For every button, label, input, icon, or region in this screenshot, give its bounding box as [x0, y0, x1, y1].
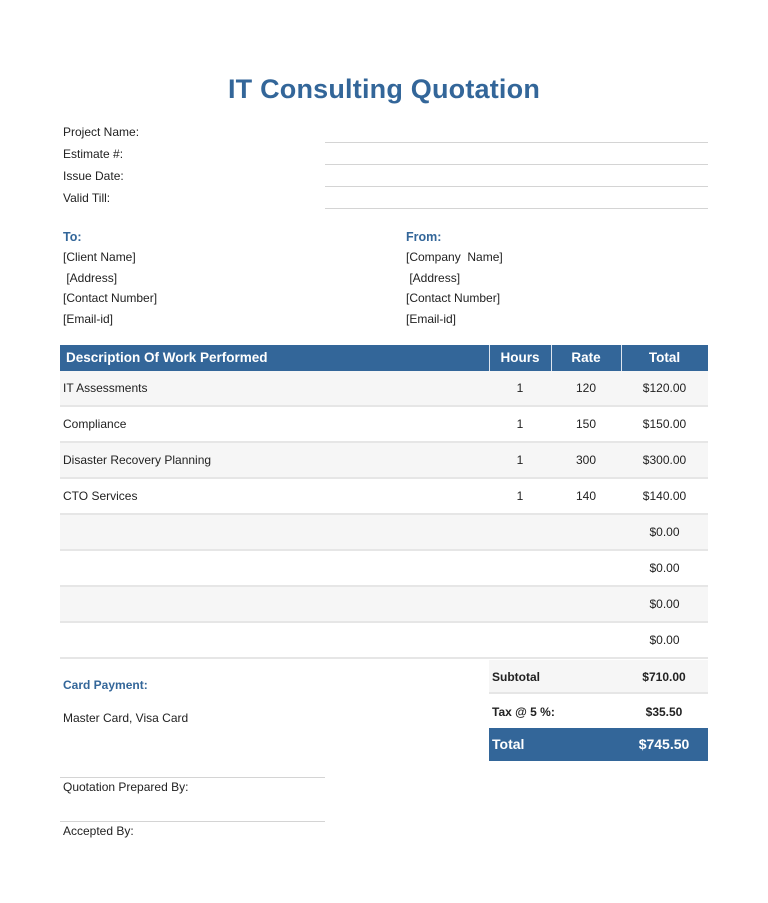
row-hours — [489, 551, 551, 585]
row-rate: 150 — [575, 417, 597, 431]
row-total: $120.00 — [642, 381, 687, 395]
row-hours — [489, 623, 551, 657]
estimate-number-field[interactable] — [325, 164, 708, 165]
row-rate — [551, 623, 621, 657]
table-row — [60, 443, 708, 479]
prepared-by-label: Quotation Prepared By: — [63, 780, 189, 794]
client-contact-number: [Contact Number] — [63, 291, 158, 305]
row-total: $0.00 — [649, 561, 680, 575]
row-total: $0.00 — [649, 525, 680, 539]
grand-total-label: Total — [492, 736, 525, 752]
company-address: [Address] — [406, 271, 461, 285]
payment-methods: Master Card, Visa Card — [63, 711, 189, 725]
table-row — [60, 515, 708, 551]
row-total: $300.00 — [642, 453, 687, 467]
table-row — [60, 551, 708, 587]
client-address: [Address] — [63, 271, 118, 285]
row-hours: 1 — [516, 453, 524, 467]
table-row — [60, 371, 708, 407]
accepted-by-label: Accepted By: — [63, 824, 134, 838]
tax-label: Tax @ 5 %: — [492, 705, 555, 719]
accepted-by-rule — [60, 821, 325, 822]
table-header — [60, 345, 708, 371]
project-name-label: Project Name: — [63, 125, 140, 139]
from-heading: From: — [406, 230, 442, 244]
valid-till-field[interactable] — [325, 208, 708, 209]
company-name: [Company Name] — [406, 250, 503, 264]
row-description: IT Assessments — [63, 381, 148, 395]
row-rate: 120 — [575, 381, 597, 395]
grand-total-row — [489, 728, 708, 761]
payment-heading: Card Payment: — [63, 678, 148, 692]
row-rate — [551, 551, 621, 585]
row-hours — [489, 515, 551, 549]
row-total: $0.00 — [649, 633, 680, 647]
document-title: IT Consulting Quotation — [227, 74, 541, 104]
issue-date-field[interactable] — [325, 186, 708, 187]
estimate-number-label: Estimate #: — [63, 147, 124, 161]
row-hours — [489, 587, 551, 621]
header-rate: Rate — [571, 350, 601, 365]
company-contact-number: [Contact Number] — [406, 291, 501, 305]
row-total: $140.00 — [642, 489, 687, 503]
tax-row — [489, 695, 708, 729]
row-total: $150.00 — [642, 417, 687, 431]
table-row — [60, 623, 708, 659]
row-hours: 1 — [516, 417, 524, 431]
row-rate — [551, 515, 621, 549]
subtotal-value: $710.00 — [642, 670, 686, 684]
company-email: [Email-id] — [406, 312, 457, 326]
row-hours: 1 — [516, 381, 524, 395]
row-rate: 140 — [575, 489, 597, 503]
client-email: [Email-id] — [63, 312, 114, 326]
to-heading: To: — [63, 230, 82, 244]
row-total: $0.00 — [649, 597, 680, 611]
row-rate — [551, 587, 621, 621]
client-name: [Client Name] — [63, 250, 136, 264]
subtotal-row — [489, 660, 708, 694]
header-total: Total — [648, 350, 681, 365]
row-hours: 1 — [516, 489, 524, 503]
table-row — [60, 407, 708, 443]
header-hours: Hours — [500, 350, 540, 365]
issue-date-label: Issue Date: — [63, 169, 124, 183]
valid-till-label: Valid Till: — [63, 191, 111, 205]
grand-total-value: $745.50 — [638, 736, 690, 752]
prepared-by-rule — [60, 777, 325, 778]
row-description: Disaster Recovery Planning — [63, 453, 212, 467]
row-description: CTO Services — [63, 489, 138, 503]
table-row — [60, 479, 708, 515]
subtotal-label: Subtotal — [492, 670, 540, 684]
project-name-field[interactable] — [325, 142, 708, 143]
table-row — [60, 587, 708, 623]
header-description: Description Of Work Performed — [66, 350, 268, 365]
row-description: Compliance — [63, 417, 127, 431]
row-rate: 300 — [575, 453, 597, 467]
tax-value: $35.50 — [645, 705, 683, 719]
